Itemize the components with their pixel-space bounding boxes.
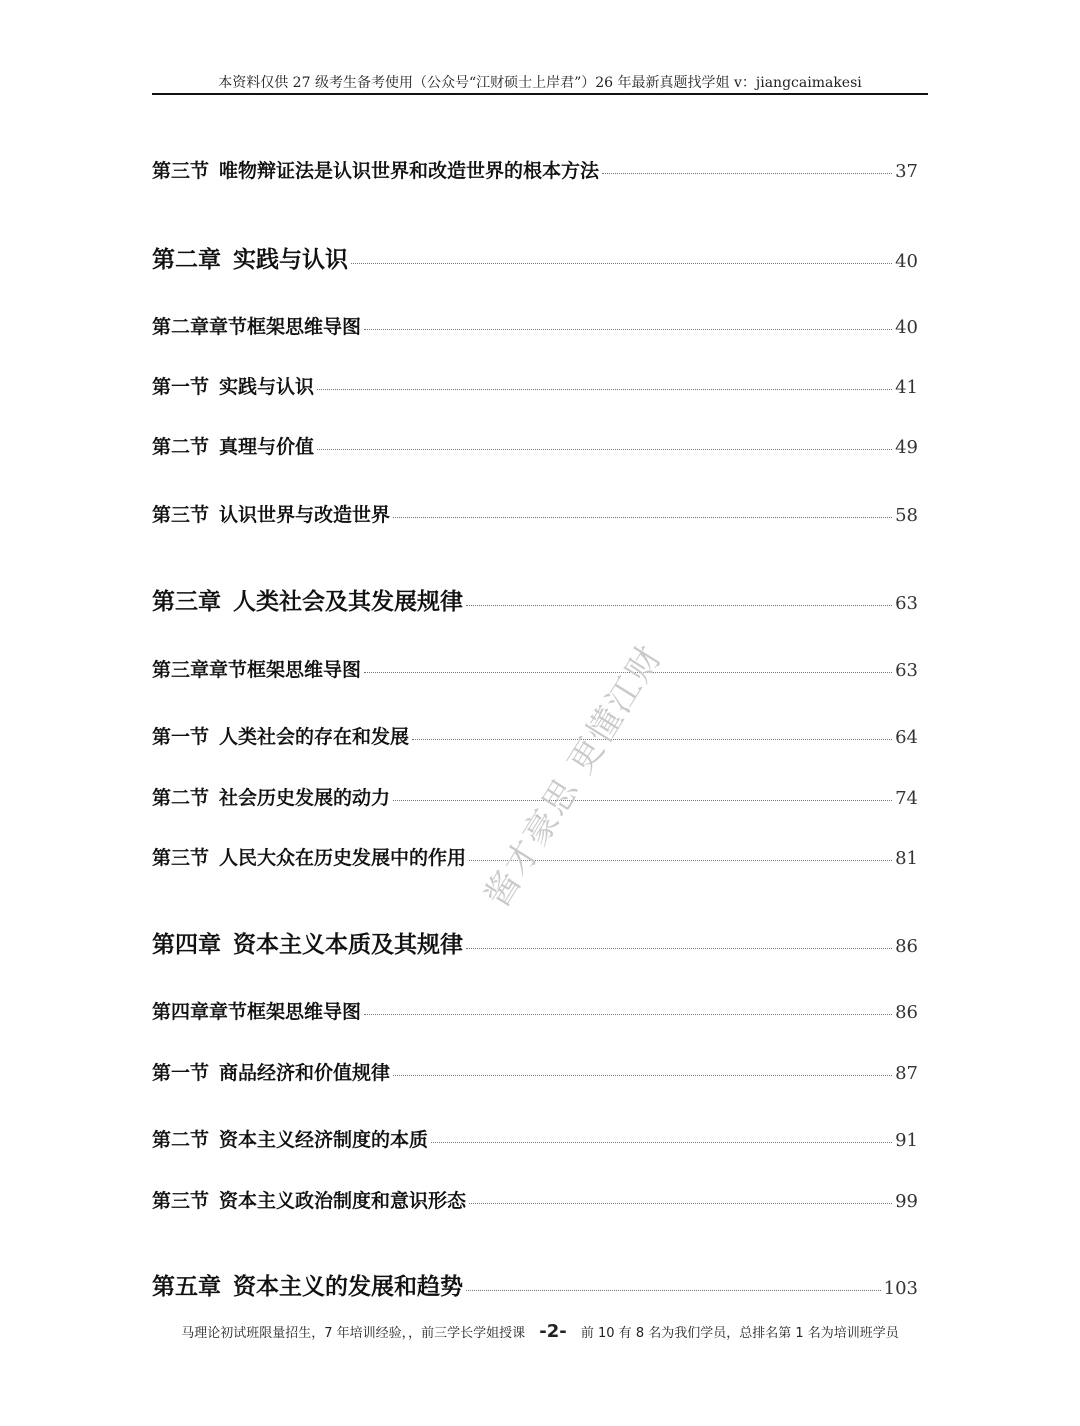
dot-leader	[317, 449, 892, 450]
toc-entry-page: 103	[883, 1278, 918, 1299]
toc-entry-page: 41	[895, 377, 918, 398]
toc-chapter-entry[interactable]	[152, 241, 918, 274]
toc-entry-number: 第三节	[152, 160, 210, 182]
toc-entry[interactable]	[152, 372, 918, 399]
toc-entry-number: 第三节	[152, 1190, 210, 1212]
toc-entry[interactable]	[152, 312, 918, 339]
toc-entry-label	[152, 500, 390, 527]
toc-entry-number: 第二节	[152, 1129, 210, 1151]
toc-entry-number: 第二节	[152, 787, 210, 809]
toc-chapter-entry[interactable]	[152, 1268, 918, 1301]
toc-entry-label	[152, 372, 314, 399]
footer-right-text: 前 10 有 8 名为我们学员，总排名第 1 名为培训班学员	[580, 1326, 899, 1341]
toc-entry-label	[152, 1058, 390, 1085]
dot-leader	[364, 1014, 892, 1015]
toc-entry-page: 91	[895, 1130, 918, 1151]
header-divider	[152, 93, 928, 95]
toc-entry-number: 第四章	[152, 931, 221, 958]
toc-entry-page: 86	[895, 936, 918, 957]
page-header: 本资料仅供 27 级考生备考使用（公众号“江财硕士上岸君”）26 年最新真题找学姐 v：jiangcaimakesi	[218, 75, 862, 91]
dot-leader	[466, 1290, 881, 1291]
dot-leader	[393, 517, 892, 518]
toc-entry-label	[152, 1268, 463, 1301]
toc-entry-number: 第一节	[152, 726, 210, 748]
toc-entry-title: 第三章章节框架思维导图	[152, 659, 362, 681]
toc-entry-number: 第二节	[152, 436, 210, 458]
toc-entry[interactable]	[152, 432, 918, 459]
watermark: 酱才豪思 更懂江财	[477, 637, 671, 915]
toc-entry-number: 第三节	[152, 847, 210, 869]
toc-entry-title: 第四章章节框架思维导图	[152, 1001, 362, 1023]
toc-entry-page: 37	[895, 161, 918, 182]
toc-entry-label	[152, 432, 314, 459]
toc-entry-number: 第一节	[152, 376, 210, 398]
toc-entry-number: 第一节	[152, 1062, 210, 1084]
toc-entry-page: 64	[895, 727, 918, 748]
toc-entry-page: 86	[895, 1002, 918, 1023]
toc-entry-label	[152, 843, 466, 870]
toc-entry-page: 40	[895, 317, 918, 338]
toc-entry[interactable]	[152, 997, 918, 1024]
toc-entry[interactable]	[152, 1058, 918, 1085]
dot-leader	[602, 173, 892, 174]
toc-entry-title: 社会历史发展的动力	[219, 787, 391, 809]
toc-chapter-entry[interactable]	[152, 583, 918, 616]
toc-entry-title: 人类社会的存在和发展	[219, 726, 410, 748]
toc-entry-number: 第二章	[152, 246, 221, 273]
toc-entry-label	[152, 241, 348, 274]
dot-leader	[431, 1142, 892, 1143]
toc-entry-label	[152, 583, 463, 616]
toc-entry-page: 63	[895, 593, 918, 614]
toc-entry-title: 实践与认识	[233, 246, 348, 273]
toc-entry-title: 认识世界与改造世界	[219, 504, 391, 526]
toc-entry[interactable]	[152, 655, 918, 682]
toc-entry-label	[152, 156, 599, 183]
dot-leader	[351, 263, 892, 264]
toc-entry-label	[152, 722, 409, 749]
toc-entry-page: 74	[895, 788, 918, 809]
toc-entry-title: 真理与价值	[219, 436, 315, 458]
dot-leader	[469, 1203, 892, 1204]
toc-entry-title: 实践与认识	[219, 376, 315, 398]
toc-entry-page: 99	[895, 1191, 918, 1212]
toc-entry-title: 资本主义本质及其规律	[233, 931, 463, 958]
toc-entry-label	[152, 655, 361, 682]
toc-entry[interactable]	[152, 156, 918, 183]
toc-entry-page: 58	[895, 505, 918, 526]
toc-entry[interactable]	[152, 500, 918, 527]
toc-entry-title: 第二章章节框架思维导图	[152, 316, 362, 338]
toc-entry-title: 资本主义的发展和趋势	[233, 1273, 463, 1300]
toc-entry-title: 人类社会及其发展规律	[233, 588, 463, 615]
toc-entry-label	[152, 783, 390, 810]
toc-entry-title: 商品经济和价值规律	[219, 1062, 391, 1084]
toc-entry-title: 资本主义政治制度和意识形态	[219, 1190, 467, 1212]
toc-entry-page: 40	[895, 251, 918, 272]
toc-entry-number: 第三章	[152, 588, 221, 615]
dot-leader	[317, 389, 892, 390]
toc-entry[interactable]	[152, 722, 918, 749]
toc-entry-page: 49	[895, 437, 918, 458]
toc-entry-title: 人民大众在历史发展中的作用	[219, 847, 467, 869]
toc-entry-page: 87	[895, 1063, 918, 1084]
toc-entry[interactable]	[152, 1186, 918, 1213]
toc-entry-label	[152, 997, 361, 1024]
toc-entry-title: 资本主义经济制度的本质	[219, 1129, 429, 1151]
page-footer	[0, 1321, 1080, 1342]
toc-entry-title: 唯物辩证法是认识世界和改造世界的根本方法	[219, 160, 600, 182]
toc-entry-label	[152, 926, 463, 959]
toc-entry-page: 63	[895, 660, 918, 681]
toc-entry-label	[152, 1186, 466, 1213]
dot-leader	[412, 739, 892, 740]
toc-entry-label	[152, 1125, 428, 1152]
toc-entry[interactable]	[152, 1125, 918, 1152]
dot-leader	[364, 329, 892, 330]
toc-entry-label	[152, 312, 361, 339]
toc-entry-number: 第五章	[152, 1273, 221, 1300]
dot-leader	[393, 1075, 892, 1076]
footer-left-text: 马理论初试班限量招生，7 年培训经验，，前三学长学姐授课	[181, 1326, 526, 1341]
toc-entry-page: 81	[895, 848, 918, 869]
toc-entry-number: 第三节	[152, 504, 210, 526]
dot-leader	[466, 948, 892, 949]
toc-chapter-entry[interactable]	[152, 926, 918, 959]
page-number: -2-	[539, 1321, 567, 1342]
dot-leader	[393, 800, 892, 801]
